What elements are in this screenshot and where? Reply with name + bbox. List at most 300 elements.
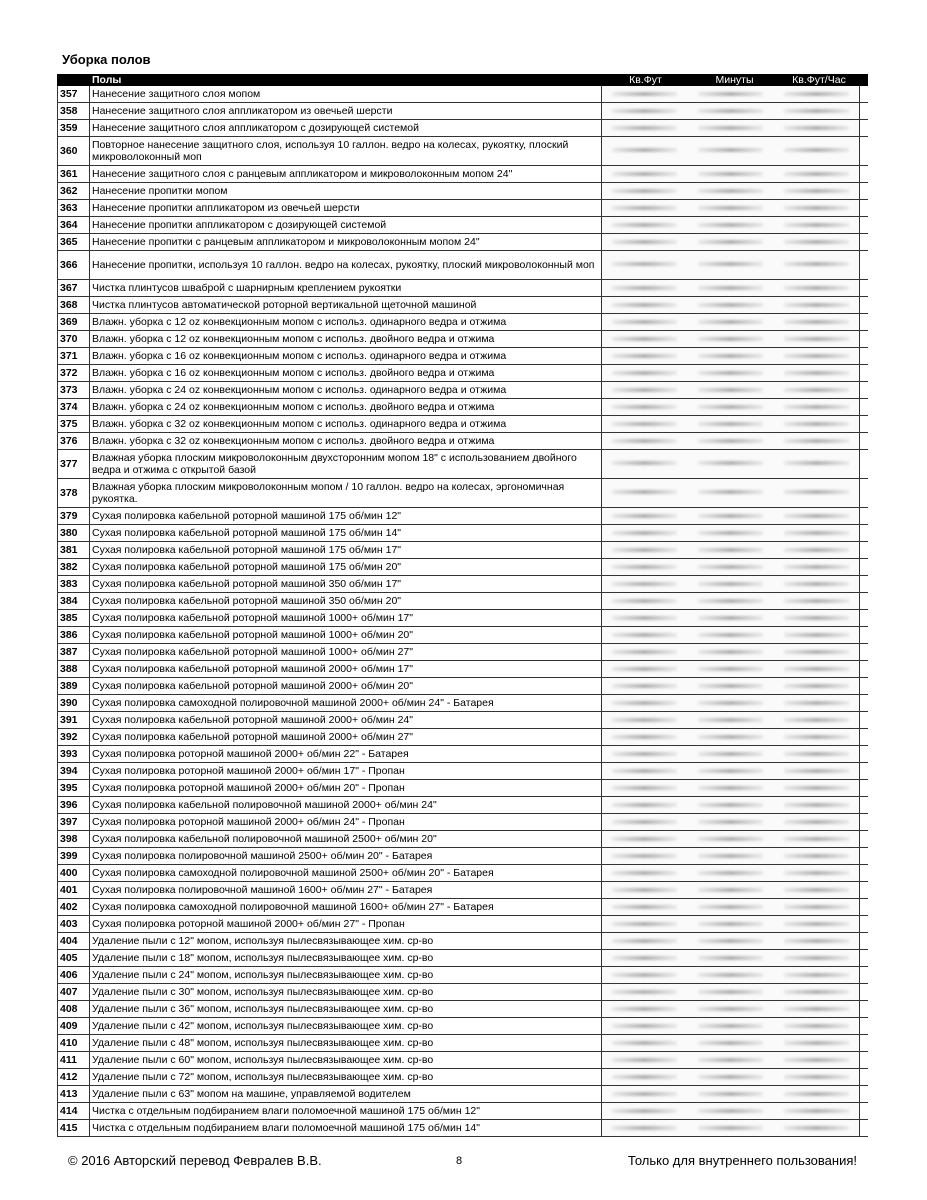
row-values-redacted	[602, 814, 860, 830]
minutes-value-blurred	[688, 297, 774, 313]
row-values-redacted	[602, 729, 860, 745]
minutes-value-blurred	[688, 314, 774, 330]
row-values-redacted	[602, 166, 860, 182]
sqft-per-hour-value-blurred	[773, 365, 859, 381]
row-number: 399	[57, 848, 90, 864]
row-values-redacted	[602, 950, 860, 966]
sqft-value-blurred	[602, 297, 688, 313]
sqft-per-hour-value-blurred	[773, 450, 859, 478]
sqft-per-hour-value-blurred	[773, 1001, 859, 1017]
row-description: Удаление пыли с 63" мопом на машине, управляемой водителем	[90, 1086, 602, 1102]
row-values-redacted	[602, 831, 860, 847]
minutes-value-blurred	[688, 508, 774, 524]
row-description: Влажн. уборка с 12 oz конвекционным мопом с использ. двойного ведра и отжима	[90, 331, 602, 347]
row-description: Сухая полировка кабельной полировочной машиной 2000+ об/мин 24"	[90, 797, 602, 813]
sqft-per-hour-value-blurred	[773, 137, 859, 165]
sqft-per-hour-value-blurred	[773, 103, 859, 119]
header-minutes: Минуты	[715, 74, 754, 86]
table-row	[57, 1052, 868, 1069]
table-row	[57, 166, 868, 183]
table-row	[57, 433, 868, 450]
row-description: Сухая полировка самоходной полировочной машиной 2500+ об/мин 20" - Батарея	[90, 865, 602, 881]
sqft-value-blurred	[602, 166, 688, 182]
row-number: 367	[57, 280, 90, 296]
row-values-redacted	[602, 137, 860, 165]
sqft-value-blurred	[602, 746, 688, 762]
row-number: 402	[57, 899, 90, 915]
sqft-value-blurred	[602, 933, 688, 949]
minutes-value-blurred	[688, 1018, 774, 1034]
row-description: Сухая полировка кабельной роторной машиной 1000+ об/мин 20"	[90, 627, 602, 643]
row-description: Повторное нанесение защитного слоя, используя 10 галлон. ведро на колесах, рукоятку, плоский микроволоконный моп	[90, 137, 602, 165]
row-description: Сухая полировка кабельной роторной машиной 2000+ об/мин 24"	[90, 712, 602, 728]
minutes-value-blurred	[688, 1103, 774, 1119]
row-number: 397	[57, 814, 90, 830]
row-number: 395	[57, 780, 90, 796]
sqft-per-hour-value-blurred	[773, 916, 859, 932]
sqft-value-blurred	[602, 831, 688, 847]
row-number: 377	[57, 450, 90, 478]
minutes-value-blurred	[688, 780, 774, 796]
table-row	[57, 763, 868, 780]
row-number: 406	[57, 967, 90, 983]
minutes-value-blurred	[688, 661, 774, 677]
row-description: Нанесение пропитки аппликатором из овечьей шерсти	[90, 200, 602, 216]
sqft-per-hour-value-blurred	[773, 746, 859, 762]
table-row	[57, 950, 868, 967]
sqft-per-hour-value-blurred	[773, 695, 859, 711]
sqft-per-hour-value-blurred	[773, 86, 859, 102]
sqft-value-blurred	[602, 1018, 688, 1034]
row-number: 380	[57, 525, 90, 541]
row-description: Удаление пыли с 48" мопом, используя пылесвязывающее хим. ср-во	[90, 1035, 602, 1051]
minutes-value-blurred	[688, 1069, 774, 1085]
table-row	[57, 1035, 868, 1052]
sqft-per-hour-value-blurred	[773, 1035, 859, 1051]
row-description: Удаление пыли с 36" мопом, используя пылесвязывающее хим. ср-во	[90, 1001, 602, 1017]
table-row	[57, 933, 868, 950]
table-row	[57, 729, 868, 746]
table-row	[57, 984, 868, 1001]
row-description: Сухая полировка самоходной полировочной машиной 1600+ об/мин 27" - Батарея	[90, 899, 602, 915]
row-values-redacted	[602, 865, 860, 881]
sqft-per-hour-value-blurred	[773, 780, 859, 796]
sqft-per-hour-value-blurred	[773, 678, 859, 694]
sqft-value-blurred	[602, 797, 688, 813]
row-description: Сухая полировка кабельной полировочной машиной 2500+ об/мин 20"	[90, 831, 602, 847]
table-row	[57, 899, 868, 916]
sqft-value-blurred	[602, 450, 688, 478]
sqft-value-blurred	[602, 678, 688, 694]
table-row	[57, 1018, 868, 1035]
row-values-redacted	[602, 217, 860, 233]
sqft-per-hour-value-blurred	[773, 831, 859, 847]
row-values-redacted	[602, 183, 860, 199]
row-values-redacted	[602, 661, 860, 677]
row-values-redacted	[602, 559, 860, 575]
minutes-value-blurred	[688, 848, 774, 864]
row-number: 362	[57, 183, 90, 199]
sqft-value-blurred	[602, 576, 688, 592]
sqft-value-blurred	[602, 416, 688, 432]
row-description: Сухая полировка кабельной роторной машиной 175 об/мин 14"	[90, 525, 602, 541]
table-row	[57, 365, 868, 382]
table-row	[57, 525, 868, 542]
table-row	[57, 559, 868, 576]
table-row	[57, 695, 868, 712]
row-description: Нанесение защитного слоя с ранцевым аппликатором и микроволоконным мопом 24"	[90, 166, 602, 182]
row-number: 413	[57, 1086, 90, 1102]
row-number: 374	[57, 399, 90, 415]
table-body	[57, 86, 868, 1137]
row-number: 393	[57, 746, 90, 762]
row-number: 378	[57, 479, 90, 507]
minutes-value-blurred	[688, 712, 774, 728]
sqft-per-hour-value-blurred	[773, 627, 859, 643]
row-values-redacted	[602, 525, 860, 541]
minutes-value-blurred	[688, 865, 774, 881]
row-number: 379	[57, 508, 90, 524]
table-row	[57, 967, 868, 984]
sqft-value-blurred	[602, 217, 688, 233]
sqft-value-blurred	[602, 508, 688, 524]
minutes-value-blurred	[688, 899, 774, 915]
row-values-redacted	[602, 365, 860, 381]
sqft-per-hour-value-blurred	[773, 348, 859, 364]
row-values-redacted	[602, 678, 860, 694]
table-row	[57, 86, 868, 103]
sqft-value-blurred	[602, 559, 688, 575]
row-number: 414	[57, 1103, 90, 1119]
sqft-value-blurred	[602, 280, 688, 296]
row-values-redacted	[602, 103, 860, 119]
table-row	[57, 627, 868, 644]
row-description: Сухая полировка полировочной машиной 1600+ об/мин 27" - Батарея	[90, 882, 602, 898]
row-values-redacted	[602, 399, 860, 415]
row-number: 375	[57, 416, 90, 432]
floor-tasks-table	[57, 74, 868, 1137]
row-description: Сухая полировка кабельной роторной машиной 2000+ об/мин 17"	[90, 661, 602, 677]
minutes-value-blurred	[688, 399, 774, 415]
sqft-value-blurred	[602, 120, 688, 136]
table-row	[57, 251, 868, 280]
table-row	[57, 120, 868, 137]
row-description: Влажная уборка плоским микроволоконным мопом / 10 галлон. ведро на колесах, эргономичная рукоятка.	[90, 479, 602, 507]
header-sqft-per-hour: Кв.Фут/Час	[792, 74, 846, 86]
row-values-redacted	[602, 433, 860, 449]
row-number: 387	[57, 644, 90, 660]
minutes-value-blurred	[688, 967, 774, 983]
sqft-value-blurred	[602, 627, 688, 643]
minutes-value-blurred	[688, 797, 774, 813]
row-values-redacted	[602, 644, 860, 660]
minutes-value-blurred	[688, 729, 774, 745]
row-values-redacted	[602, 120, 860, 136]
row-values-redacted	[602, 1086, 860, 1102]
sqft-per-hour-value-blurred	[773, 1069, 859, 1085]
sqft-per-hour-value-blurred	[773, 967, 859, 983]
minutes-value-blurred	[688, 542, 774, 558]
row-values-redacted	[602, 695, 860, 711]
table-row	[57, 712, 868, 729]
table-row	[57, 399, 868, 416]
table-row	[57, 1086, 868, 1103]
sqft-value-blurred	[602, 251, 688, 279]
sqft-per-hour-value-blurred	[773, 865, 859, 881]
sqft-value-blurred	[602, 433, 688, 449]
row-values-redacted	[602, 576, 860, 592]
row-number: 388	[57, 661, 90, 677]
sqft-per-hour-value-blurred	[773, 251, 859, 279]
minutes-value-blurred	[688, 86, 774, 102]
row-number: 381	[57, 542, 90, 558]
sqft-value-blurred	[602, 525, 688, 541]
sqft-per-hour-value-blurred	[773, 950, 859, 966]
table-row	[57, 137, 868, 166]
row-description: Удаление пыли с 18" мопом, используя пылесвязывающее хим. ср-во	[90, 950, 602, 966]
minutes-value-blurred	[688, 433, 774, 449]
minutes-value-blurred	[688, 763, 774, 779]
minutes-value-blurred	[688, 678, 774, 694]
sqft-per-hour-value-blurred	[773, 814, 859, 830]
minutes-value-blurred	[688, 695, 774, 711]
sqft-per-hour-value-blurred	[773, 593, 859, 609]
row-number: 386	[57, 627, 90, 643]
sqft-value-blurred	[602, 399, 688, 415]
row-values-redacted	[602, 1103, 860, 1119]
table-row	[57, 382, 868, 399]
sqft-value-blurred	[602, 763, 688, 779]
row-description: Удаление пыли с 30" мопом, используя пылесвязывающее хим. ср-во	[90, 984, 602, 1000]
row-description: Влажн. уборка с 32 oz конвекционным мопом с использ. одинарного ведра и отжима	[90, 416, 602, 432]
sqft-per-hour-value-blurred	[773, 416, 859, 432]
sqft-value-blurred	[602, 984, 688, 1000]
row-number: 363	[57, 200, 90, 216]
row-number: 382	[57, 559, 90, 575]
row-values-redacted	[602, 331, 860, 347]
row-number: 369	[57, 314, 90, 330]
sqft-per-hour-value-blurred	[773, 297, 859, 313]
row-values-redacted	[602, 712, 860, 728]
row-number: 361	[57, 166, 90, 182]
sqft-value-blurred	[602, 200, 688, 216]
row-number: 405	[57, 950, 90, 966]
row-description: Сухая полировка самоходной полировочной машиной 2000+ об/мин 24" - Батарея	[90, 695, 602, 711]
sqft-value-blurred	[602, 1103, 688, 1119]
sqft-per-hour-value-blurred	[773, 797, 859, 813]
row-number: 390	[57, 695, 90, 711]
sqft-per-hour-value-blurred	[773, 712, 859, 728]
row-values-redacted	[602, 780, 860, 796]
sqft-value-blurred	[602, 1120, 688, 1136]
row-number: 385	[57, 610, 90, 626]
row-number: 398	[57, 831, 90, 847]
page-number: 8	[456, 1155, 463, 1167]
sqft-value-blurred	[602, 644, 688, 660]
row-description: Нанесение пропитки мопом	[90, 183, 602, 199]
sqft-per-hour-value-blurred	[773, 542, 859, 558]
sqft-value-blurred	[602, 780, 688, 796]
table-row	[57, 848, 868, 865]
row-values-redacted	[602, 899, 860, 915]
row-number: 360	[57, 137, 90, 165]
row-number: 394	[57, 763, 90, 779]
row-description: Влажн. уборка с 16 oz конвекционным мопом с использ. одинарного ведра и отжима	[90, 348, 602, 364]
header-number	[57, 74, 88, 86]
minutes-value-blurred	[688, 1035, 774, 1051]
minutes-value-blurred	[688, 610, 774, 626]
sqft-per-hour-value-blurred	[773, 183, 859, 199]
row-description: Удаление пыли с 60" мопом, используя пылесвязывающее хим. ср-во	[90, 1052, 602, 1068]
minutes-value-blurred	[688, 1001, 774, 1017]
sqft-value-blurred	[602, 1001, 688, 1017]
sqft-value-blurred	[602, 695, 688, 711]
sqft-value-blurred	[602, 712, 688, 728]
page-footer	[68, 1153, 857, 1173]
table-row	[57, 348, 868, 365]
minutes-value-blurred	[688, 559, 774, 575]
minutes-value-blurred	[688, 644, 774, 660]
sqft-value-blurred	[602, 348, 688, 364]
sqft-value-blurred	[602, 729, 688, 745]
row-description: Удаление пыли с 12" мопом, используя пылесвязывающее хим. ср-во	[90, 933, 602, 949]
minutes-value-blurred	[688, 331, 774, 347]
row-values-redacted	[602, 450, 860, 478]
minutes-value-blurred	[688, 814, 774, 830]
table-row	[57, 593, 868, 610]
minutes-value-blurred	[688, 627, 774, 643]
header-description: Полы	[92, 74, 122, 86]
sqft-value-blurred	[602, 1069, 688, 1085]
sqft-value-blurred	[602, 916, 688, 932]
row-values-redacted	[602, 251, 860, 279]
table-row	[57, 331, 868, 348]
row-number: 370	[57, 331, 90, 347]
sqft-value-blurred	[602, 314, 688, 330]
minutes-value-blurred	[688, 882, 774, 898]
minutes-value-blurred	[688, 365, 774, 381]
row-values-redacted	[602, 797, 860, 813]
row-description: Сухая полировка полировочной машиной 2500+ об/мин 20" - Батарея	[90, 848, 602, 864]
section-title: Уборка полов	[62, 52, 151, 67]
sqft-per-hour-value-blurred	[773, 280, 859, 296]
minutes-value-blurred	[688, 348, 774, 364]
minutes-value-blurred	[688, 234, 774, 250]
sqft-per-hour-value-blurred	[773, 120, 859, 136]
sqft-value-blurred	[602, 882, 688, 898]
table-row	[57, 200, 868, 217]
row-description: Нанесение пропитки с ранцевым аппликатором и микроволоконным мопом 24"	[90, 234, 602, 250]
row-description: Сухая полировка кабельной роторной машиной 175 об/мин 12"	[90, 508, 602, 524]
row-description: Сухая полировка кабельной роторной машиной 2000+ об/мин 27"	[90, 729, 602, 745]
sqft-per-hour-value-blurred	[773, 166, 859, 182]
sqft-value-blurred	[602, 865, 688, 881]
row-description: Сухая полировка кабельной роторной машиной 175 об/мин 17"	[90, 542, 602, 558]
row-description: Сухая полировка роторной машиной 2000+ об/мин 17" - Пропан	[90, 763, 602, 779]
row-number: 392	[57, 729, 90, 745]
sqft-per-hour-value-blurred	[773, 559, 859, 575]
table-row	[57, 103, 868, 120]
minutes-value-blurred	[688, 593, 774, 609]
minutes-value-blurred	[688, 576, 774, 592]
sqft-per-hour-value-blurred	[773, 763, 859, 779]
row-values-redacted	[602, 86, 860, 102]
row-number: 409	[57, 1018, 90, 1034]
sqft-value-blurred	[602, 1035, 688, 1051]
row-values-redacted	[602, 610, 860, 626]
sqft-per-hour-value-blurred	[773, 314, 859, 330]
minutes-value-blurred	[688, 416, 774, 432]
sqft-per-hour-value-blurred	[773, 729, 859, 745]
sqft-per-hour-value-blurred	[773, 899, 859, 915]
table-row	[57, 814, 868, 831]
row-values-redacted	[602, 933, 860, 949]
row-description: Нанесение защитного слоя аппликатором с дозирующей системой	[90, 120, 602, 136]
sqft-per-hour-value-blurred	[773, 217, 859, 233]
table-row	[57, 479, 868, 508]
row-values-redacted	[602, 1001, 860, 1017]
sqft-per-hour-value-blurred	[773, 576, 859, 592]
row-values-redacted	[602, 479, 860, 507]
sqft-per-hour-value-blurred	[773, 933, 859, 949]
row-description: Сухая полировка кабельной роторной машиной 175 об/мин 20"	[90, 559, 602, 575]
table-row	[57, 678, 868, 695]
sqft-per-hour-value-blurred	[773, 882, 859, 898]
table-row	[57, 450, 868, 479]
sqft-per-hour-value-blurred	[773, 644, 859, 660]
row-description: Влажн. уборка с 24 oz конвекционным мопом с использ. двойного ведра и отжима	[90, 399, 602, 415]
row-number: 376	[57, 433, 90, 449]
sqft-value-blurred	[602, 331, 688, 347]
table-row	[57, 314, 868, 331]
table-row	[57, 661, 868, 678]
table-row	[57, 831, 868, 848]
sqft-per-hour-value-blurred	[773, 984, 859, 1000]
row-values-redacted	[602, 508, 860, 524]
minutes-value-blurred	[688, 217, 774, 233]
row-description: Нанесение пропитки, используя 10 галлон. ведро на колесах, рукоятку, плоский микроволоконный моп	[90, 251, 602, 279]
sqft-per-hour-value-blurred	[773, 200, 859, 216]
row-number: 404	[57, 933, 90, 949]
minutes-value-blurred	[688, 1120, 774, 1136]
row-description: Сухая полировка роторной машиной 2000+ об/мин 22" - Батарея	[90, 746, 602, 762]
minutes-value-blurred	[688, 479, 774, 507]
sqft-per-hour-value-blurred	[773, 479, 859, 507]
table-row	[57, 916, 868, 933]
minutes-value-blurred	[688, 916, 774, 932]
row-values-redacted	[602, 763, 860, 779]
table-row	[57, 746, 868, 763]
sqft-value-blurred	[602, 183, 688, 199]
sqft-value-blurred	[602, 661, 688, 677]
row-number: 401	[57, 882, 90, 898]
row-description: Чистка плинтусов шваброй с шарнирным креплением рукоятки	[90, 280, 602, 296]
footer-note: Только для внутреннего пользования!	[627, 1153, 857, 1168]
row-values-redacted	[602, 916, 860, 932]
row-description: Удаление пыли с 24" мопом, используя пылесвязывающее хим. ср-во	[90, 967, 602, 983]
sqft-value-blurred	[602, 137, 688, 165]
sqft-per-hour-value-blurred	[773, 382, 859, 398]
table-row	[57, 217, 868, 234]
minutes-value-blurred	[688, 450, 774, 478]
row-number: 364	[57, 217, 90, 233]
row-number: 373	[57, 382, 90, 398]
table-row	[57, 1120, 868, 1137]
sqft-per-hour-value-blurred	[773, 433, 859, 449]
row-description: Сухая полировка кабельной роторной машиной 350 об/мин 17"	[90, 576, 602, 592]
row-number: 372	[57, 365, 90, 381]
row-description: Влажн. уборка с 12 oz конвекционным мопом с использ. одинарного ведра и отжима	[90, 314, 602, 330]
